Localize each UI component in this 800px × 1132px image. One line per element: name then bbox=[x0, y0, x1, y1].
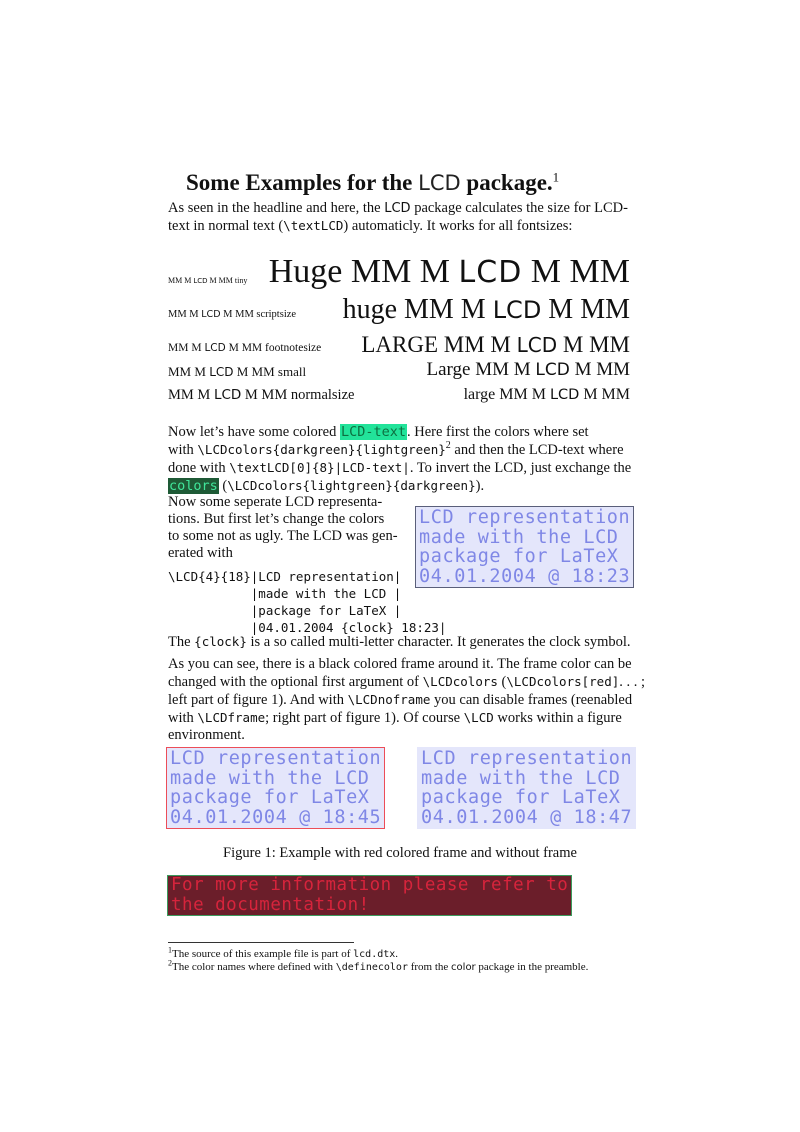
footnote-sans: color bbox=[451, 962, 476, 973]
code-line: \LCD{4}{18}|LCD representation| bbox=[168, 569, 402, 584]
footnote-mark: 2 bbox=[168, 958, 172, 968]
size-text: M MM bbox=[541, 294, 630, 325]
clock-code: {clock} bbox=[194, 634, 247, 649]
code-line: |04.01.2004 {clock} 18:23| bbox=[168, 620, 447, 635]
lcd-line: 04.01.2004 @ 18:23 bbox=[419, 565, 631, 587]
size-lcd: LCD bbox=[549, 387, 580, 403]
colors-line-1 bbox=[168, 424, 632, 441]
clock-text: The bbox=[168, 634, 195, 650]
frame-line-2 bbox=[168, 673, 646, 691]
size-text: M MM bbox=[579, 386, 630, 403]
separate-line: to some not as ugly. The LCD was gen- bbox=[168, 528, 398, 544]
intro-paragraph bbox=[168, 200, 632, 235]
intro-text: package calculates the size for LCD- bbox=[410, 200, 628, 216]
colors-paragraph bbox=[168, 424, 632, 495]
lcd-line: LCD representation bbox=[419, 507, 631, 528]
size-sample-large-title bbox=[426, 359, 630, 381]
code-block bbox=[168, 568, 446, 636]
intro-text: As seen in the headline and here, the bbox=[168, 200, 385, 216]
frame-text: . . . ; bbox=[619, 674, 646, 690]
footnote-text: . bbox=[395, 948, 399, 960]
size-text: M MM small bbox=[233, 364, 307, 379]
code-line: |made with the LCD | bbox=[168, 586, 402, 601]
size-text: MM M bbox=[168, 364, 210, 379]
colors-code: \LCDcolors{darkgreen}{lightgreen} bbox=[197, 442, 446, 457]
size-lcd: LCD bbox=[535, 360, 570, 380]
lcd-line: package for LaTeX bbox=[419, 546, 631, 567]
size-text: M MM normalsize bbox=[241, 387, 355, 403]
size-lcd: LCD bbox=[213, 387, 242, 403]
colors-text: Now let’s have some colored bbox=[168, 424, 340, 440]
frame-paragraph bbox=[168, 656, 646, 744]
size-text: M MM bbox=[569, 359, 630, 380]
size-lcd: LCD bbox=[516, 333, 558, 357]
title-text-after: package. bbox=[460, 170, 553, 195]
size-lcd: LCD bbox=[209, 365, 234, 379]
frame-text: changed with the optional first argument of bbox=[168, 674, 423, 690]
lcd-line: 04.01.2004 @ 18:47 bbox=[421, 806, 633, 828]
colors-text: done with bbox=[168, 460, 230, 476]
size-text: MM M bbox=[168, 276, 194, 285]
lcd-representation-box bbox=[415, 506, 634, 588]
intro-line-1 bbox=[168, 200, 632, 217]
title-lcd-word: LCD bbox=[418, 171, 461, 195]
lcd-red-frame-box bbox=[166, 747, 385, 829]
colors-text: ( bbox=[218, 478, 228, 494]
title-text-before: Some Examples for the bbox=[186, 170, 419, 195]
footnote-mark: 1 bbox=[168, 945, 172, 955]
clock-paragraph bbox=[168, 633, 631, 651]
colors-inverted-highlight: colors bbox=[169, 478, 218, 494]
size-sample-large bbox=[464, 385, 630, 405]
clock-text: is a so called multi-letter character. It generates the clock symbol. bbox=[246, 634, 631, 650]
frame-text: with bbox=[168, 710, 198, 726]
lcd-noframe-box bbox=[417, 747, 636, 829]
colors-text: . To invert the LCD, just exchange the bbox=[409, 460, 632, 476]
size-sample-tiny bbox=[168, 276, 247, 285]
size-lcd: LCD bbox=[492, 296, 542, 324]
frame-code: \LCDcolors[red] bbox=[506, 674, 620, 689]
size-sample-large-caps bbox=[361, 332, 630, 358]
size-sample-huge bbox=[343, 294, 630, 326]
footnote-code: \definecolor bbox=[335, 962, 408, 973]
frame-text: you can disable frames (reenabled bbox=[430, 692, 633, 708]
size-text: MM M bbox=[168, 309, 202, 320]
frame-code: \LCDnoframe bbox=[347, 692, 431, 707]
size-text: M MM scriptsize bbox=[220, 309, 297, 320]
footnote-text: from the bbox=[407, 961, 452, 973]
separate-line: erated with bbox=[168, 545, 233, 561]
frame-line-4 bbox=[168, 709, 632, 727]
size-text: MM M bbox=[168, 387, 214, 403]
lcd-line: LCD representation bbox=[421, 748, 633, 769]
size-text: Huge MM M bbox=[268, 253, 459, 290]
separate-line: tions. But first let’s change the colors bbox=[168, 511, 385, 527]
intro-text: ) automaticly. It works for all fontsizes: bbox=[343, 218, 573, 234]
size-lcd: LCD bbox=[193, 277, 208, 285]
page-title bbox=[186, 170, 559, 196]
footnote-mark-2: 2 bbox=[445, 440, 451, 452]
size-sample-footnotesize bbox=[168, 342, 321, 354]
size-sample-huge-cap bbox=[269, 252, 630, 293]
lcd-line: the documentation! bbox=[171, 894, 569, 915]
colors-line-2 bbox=[168, 441, 632, 459]
frame-text: works within a figure bbox=[493, 710, 622, 726]
frame-code: \LCDcolors bbox=[422, 674, 498, 689]
lcd-line: For more information please refer to bbox=[171, 875, 569, 895]
colors-text: ). bbox=[475, 478, 485, 494]
intro-text: text in normal text ( bbox=[168, 218, 284, 234]
size-sample-small bbox=[168, 364, 306, 380]
frame-text: ( bbox=[497, 674, 507, 690]
colors-text: with bbox=[168, 442, 198, 458]
size-text: LARGE MM M bbox=[361, 332, 517, 357]
frame-text: left part of figure 1). And with bbox=[168, 692, 348, 708]
lcd-line: package for LaTeX bbox=[170, 787, 382, 808]
size-lcd: LCD bbox=[201, 309, 221, 320]
size-text: MM M bbox=[168, 342, 205, 354]
footnote-text: The source of this example file is part of bbox=[172, 948, 354, 960]
lcd-line: made with the LCD bbox=[419, 526, 631, 548]
frame-line-3 bbox=[168, 691, 632, 709]
colors-code: \textLCD[0]{8}|LCD-text| bbox=[229, 460, 410, 475]
footnote-1 bbox=[168, 945, 399, 961]
intro-code: \textLCD bbox=[283, 218, 344, 233]
intro-lcd-word: LCD bbox=[384, 201, 411, 216]
frame-code: \LCD bbox=[463, 710, 494, 725]
colors-text: and then the LCD-text where bbox=[450, 442, 624, 458]
size-text: huge MM M bbox=[342, 294, 493, 325]
frame-text: ; right part of figure 1). Of course bbox=[265, 710, 464, 726]
frame-code: \LCDframe bbox=[197, 710, 266, 725]
lcd-line: package for LaTeX bbox=[421, 787, 633, 808]
title-footnote-mark: 1 bbox=[552, 169, 560, 185]
frame-line-5: environment. bbox=[168, 727, 245, 743]
figure-caption: Figure 1: Example with red colored frame and without frame bbox=[223, 845, 577, 861]
intro-line-2 bbox=[168, 217, 632, 235]
colors-line-4 bbox=[168, 477, 632, 495]
footnote-2 bbox=[168, 958, 589, 974]
lcd-line: made with the LCD bbox=[421, 767, 633, 789]
lcd-line: made with the LCD bbox=[170, 767, 382, 789]
lcd-line: 04.01.2004 @ 18:45 bbox=[170, 806, 382, 828]
colors-code: \LCDcolors{lightgreen}{darkgreen} bbox=[227, 478, 476, 493]
size-text: large MM M bbox=[463, 386, 550, 403]
lcd-text-highlight: LCD-text bbox=[340, 424, 406, 440]
size-lcd: LCD bbox=[204, 342, 226, 354]
colors-line-3 bbox=[168, 459, 632, 477]
frame-line-1: As you can see, there is a black colored frame around it. The frame color can be bbox=[168, 656, 632, 672]
size-text: Large MM M bbox=[426, 359, 536, 380]
size-text: M MM tiny bbox=[207, 276, 248, 285]
lcd-dark-box bbox=[167, 875, 572, 916]
colors-text: . Here first the colors where set bbox=[406, 424, 589, 440]
lcd-line: LCD representation bbox=[170, 748, 382, 769]
separate-line: Now some seperate LCD representa- bbox=[168, 494, 383, 510]
footnote-text: package in the preamble. bbox=[475, 961, 589, 973]
code-line: |package for LaTeX | bbox=[168, 603, 402, 618]
size-text: M MM bbox=[557, 332, 630, 357]
size-text: M MM bbox=[522, 253, 630, 290]
size-lcd: LCD bbox=[458, 255, 523, 290]
size-sample-scriptsize bbox=[168, 309, 296, 320]
separate-paragraph bbox=[168, 494, 406, 562]
size-sample-normalsize bbox=[168, 387, 354, 404]
footnote-rule bbox=[168, 942, 354, 943]
footnote-text: The color names where defined with bbox=[172, 961, 336, 973]
footnote-code: lcd.dtx bbox=[353, 949, 396, 960]
size-text: M MM footnotesize bbox=[225, 342, 322, 354]
